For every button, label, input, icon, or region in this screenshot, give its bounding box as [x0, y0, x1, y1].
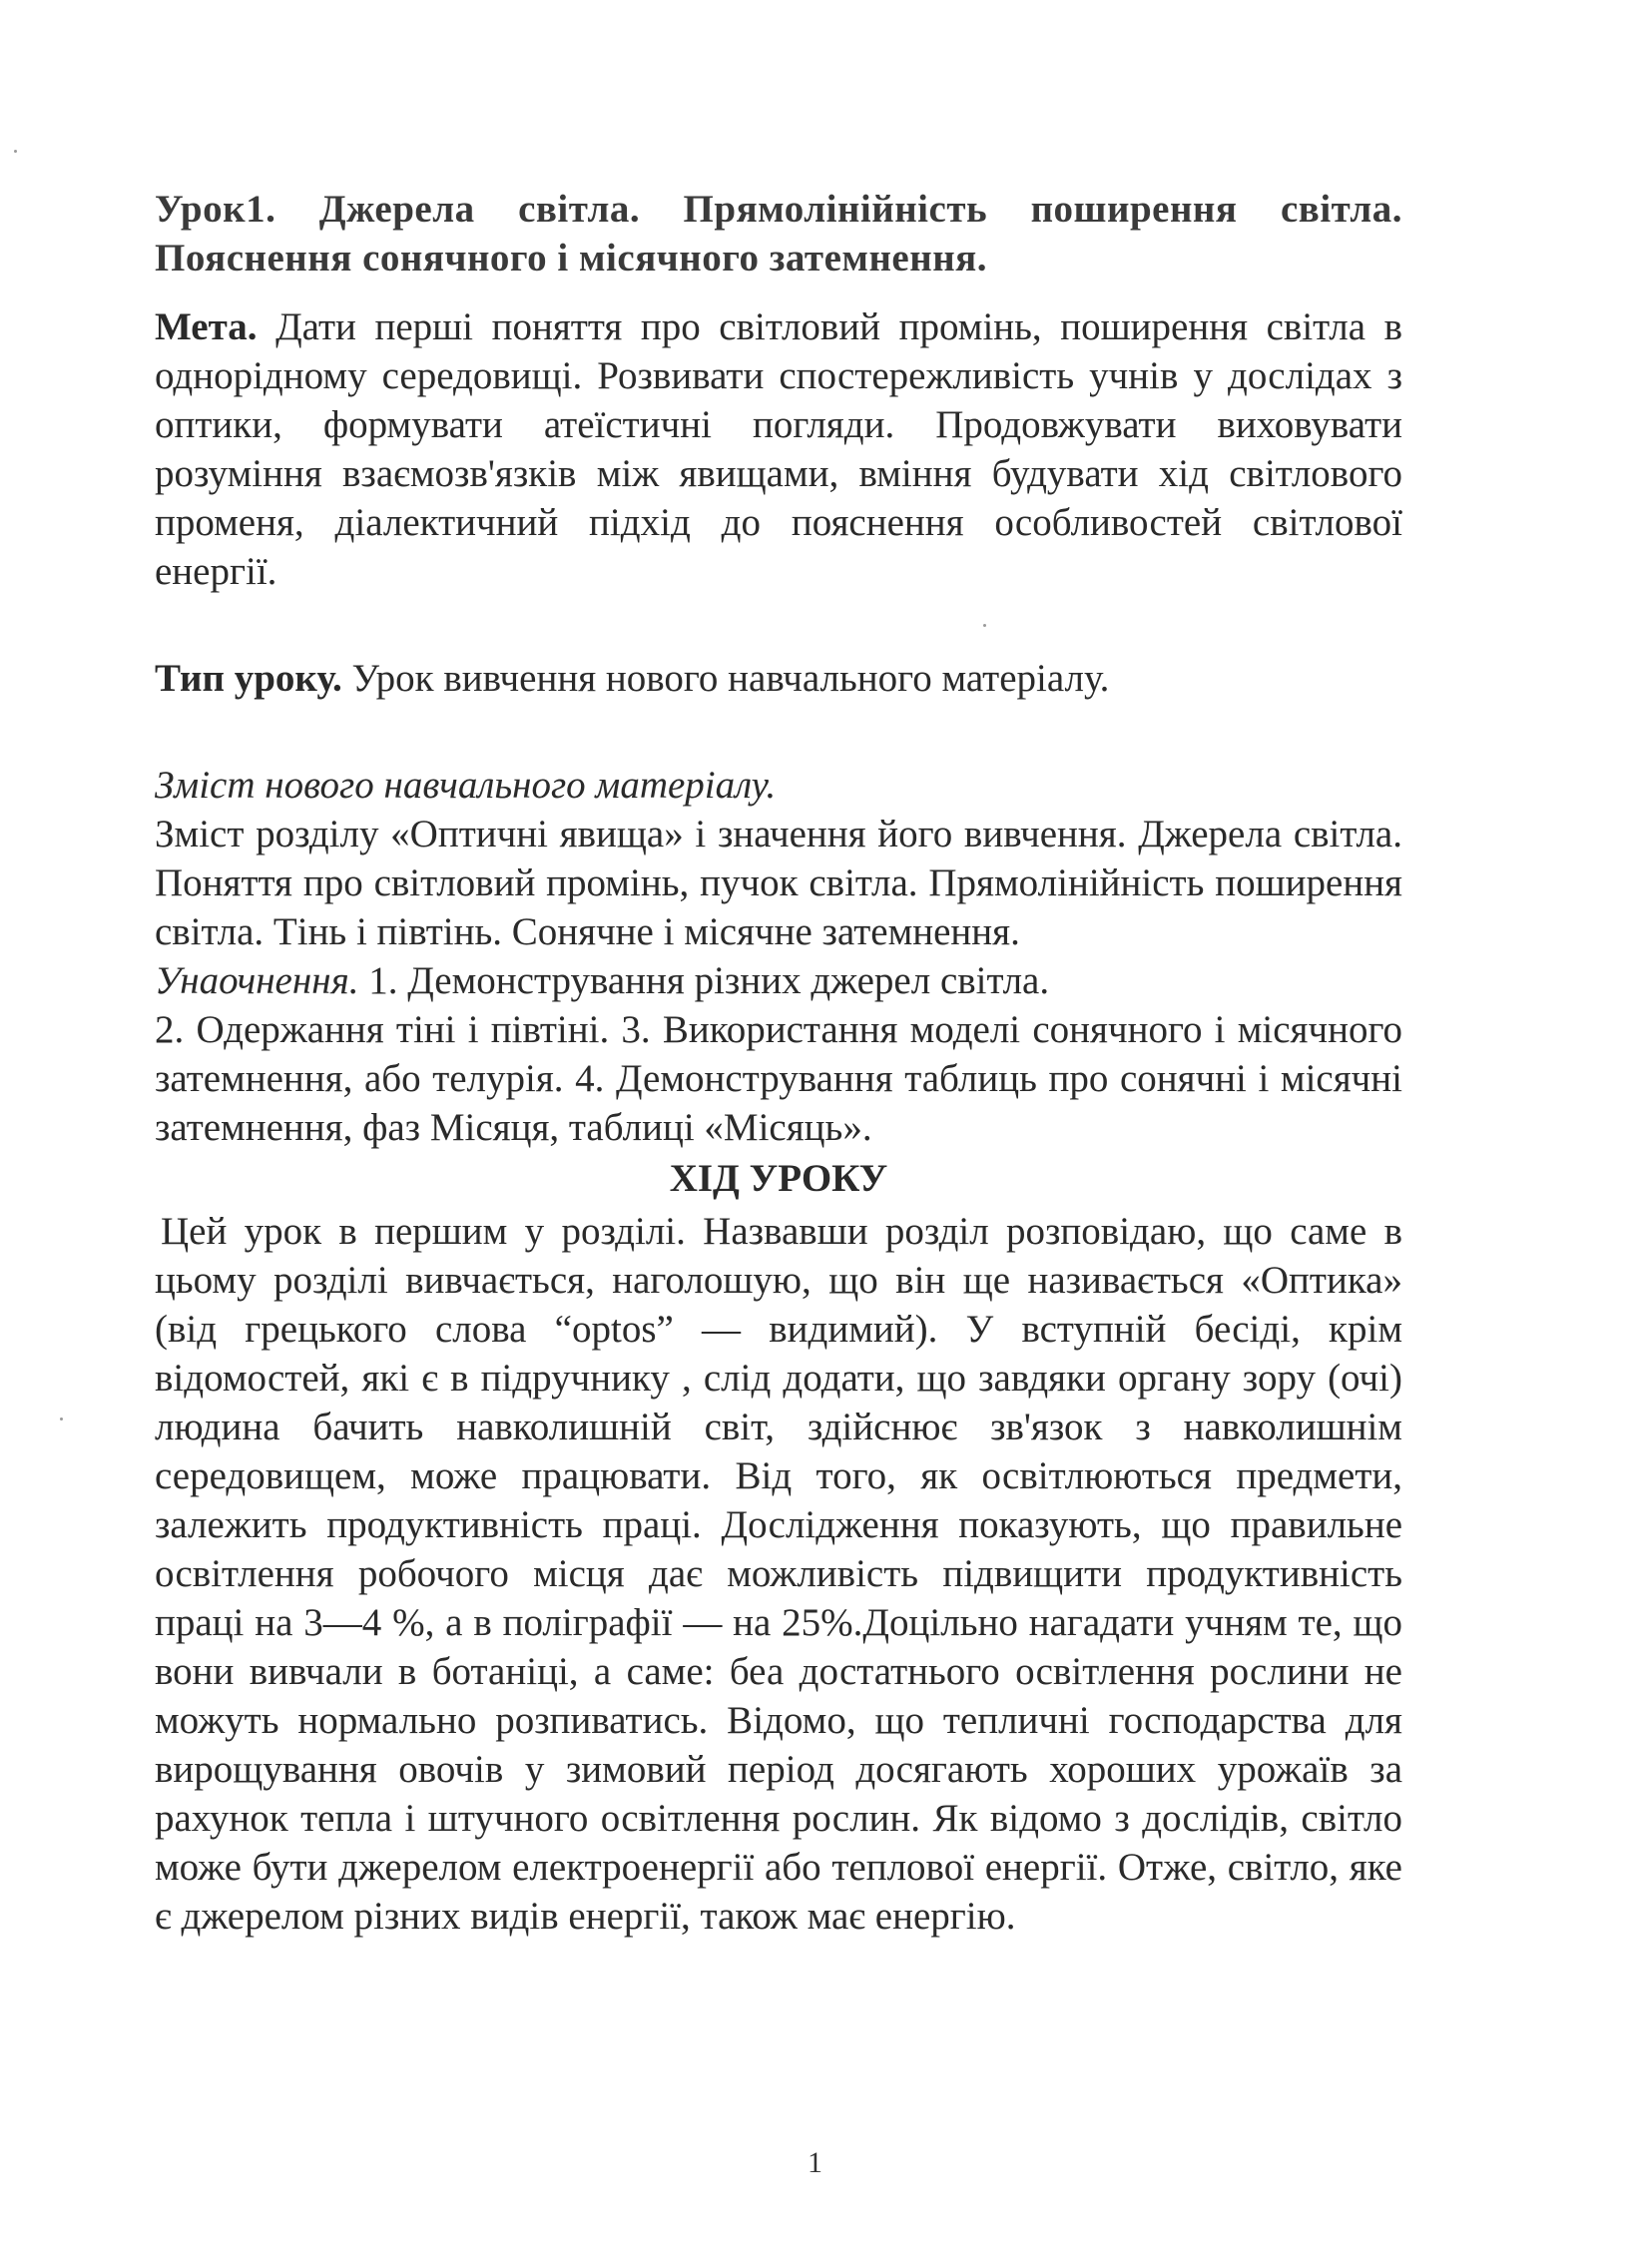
- scan-speck: [14, 150, 17, 153]
- visual-aids-item-1: 1. Демонстрування різних джерел світла.: [368, 959, 1050, 1002]
- content-heading: Зміст нового навчального матеріалу.: [155, 764, 777, 807]
- purpose-label: Мета.: [155, 305, 258, 348]
- lesson-type-label: Тип уроку.: [155, 657, 342, 700]
- content-paragraph: Зміст розділу «Оптичні явища» і значення його вивчення. Джерела світла. Поняття про світловий промінь, пучок світла. Прямолінійність поширення світла. Тінь і півтінь. Сонячне і місячне затемнення.: [155, 813, 1402, 953]
- section-heading: ХІД УРОКУ: [669, 1157, 888, 1200]
- body-paragraph: Цей урок в першим у розділі. Назвавши розділ розповідаю, що саме в цьому розділі вивчається, наголошую, що він ще називається «Оптика» (від грецького слова “optos” — видимий). У вступній бесіді, крім відомостей, які є в підручнику , слід додати, що завдяки органу зору (очі) людина бачить навколишній світ, здійснює зв'язок з навколишнім середовищем, може працювати. Від того, як освітлюються предмети, залежить продуктивність праці. Дослідження показують, що правильне освітлення робочого місця дає можливість підвищити продуктивність праці на 3—4 %, а в поліграфії — на 25%.Доцільно нагадати учням те, що вони вивчали в ботаніці, а саме: беа достатнього освітлення рослини не можуть нормально розпиватись. Відомо, що тепличні господарства для вирощування овочів у зимовий період досягають хороших урожаїв за рахунок тепла і штучного освітлення рослин. Як відомо з дослідів, світло може бути джерелом електроенергії або теплової енергії. Отже, світло, яке є джерелом різних видів енергії, також має енергію.: [155, 1210, 1402, 1938]
- scan-speck: [60, 1418, 63, 1420]
- visual-aids-label: Унаочнення.: [155, 959, 359, 1002]
- lesson-type-paragraph: [155, 654, 1402, 703]
- lesson-type-text: Урок вивчення нового навчального матеріалу.: [351, 657, 1110, 700]
- document-body: [155, 185, 1402, 1941]
- purpose-paragraph: [155, 302, 1402, 596]
- visual-aids-rest: 2. Одержання тіні і півтіні. 3. Використання моделі сонячного і місячного затемнення, або телурія. 4. Демонстрування таблиць про сонячні і місячні затемнення, фаз Місяця, таблиці «Місяць».: [155, 1008, 1402, 1149]
- lesson-title: Урок1. Джерела світла. Прямолінійність поширення світла. Пояснення сонячного і місячного затемнення.: [155, 188, 1402, 280]
- visual-aids-first-line: [155, 956, 1402, 1005]
- purpose-text: Дати перші поняття про світловий промінь, поширення світла в однорідному середовищі. Розвивати спостережливість учнів у дослідах з оптики, формувати атеїстичні погляди. Продовжувати виховувати розуміння взаємозв'язків між явищами, вміння будувати хід світлового променя, діалектичний підхід до пояснення особливостей світлової енергії.: [155, 305, 1402, 593]
- page-number: 1: [808, 2146, 822, 2179]
